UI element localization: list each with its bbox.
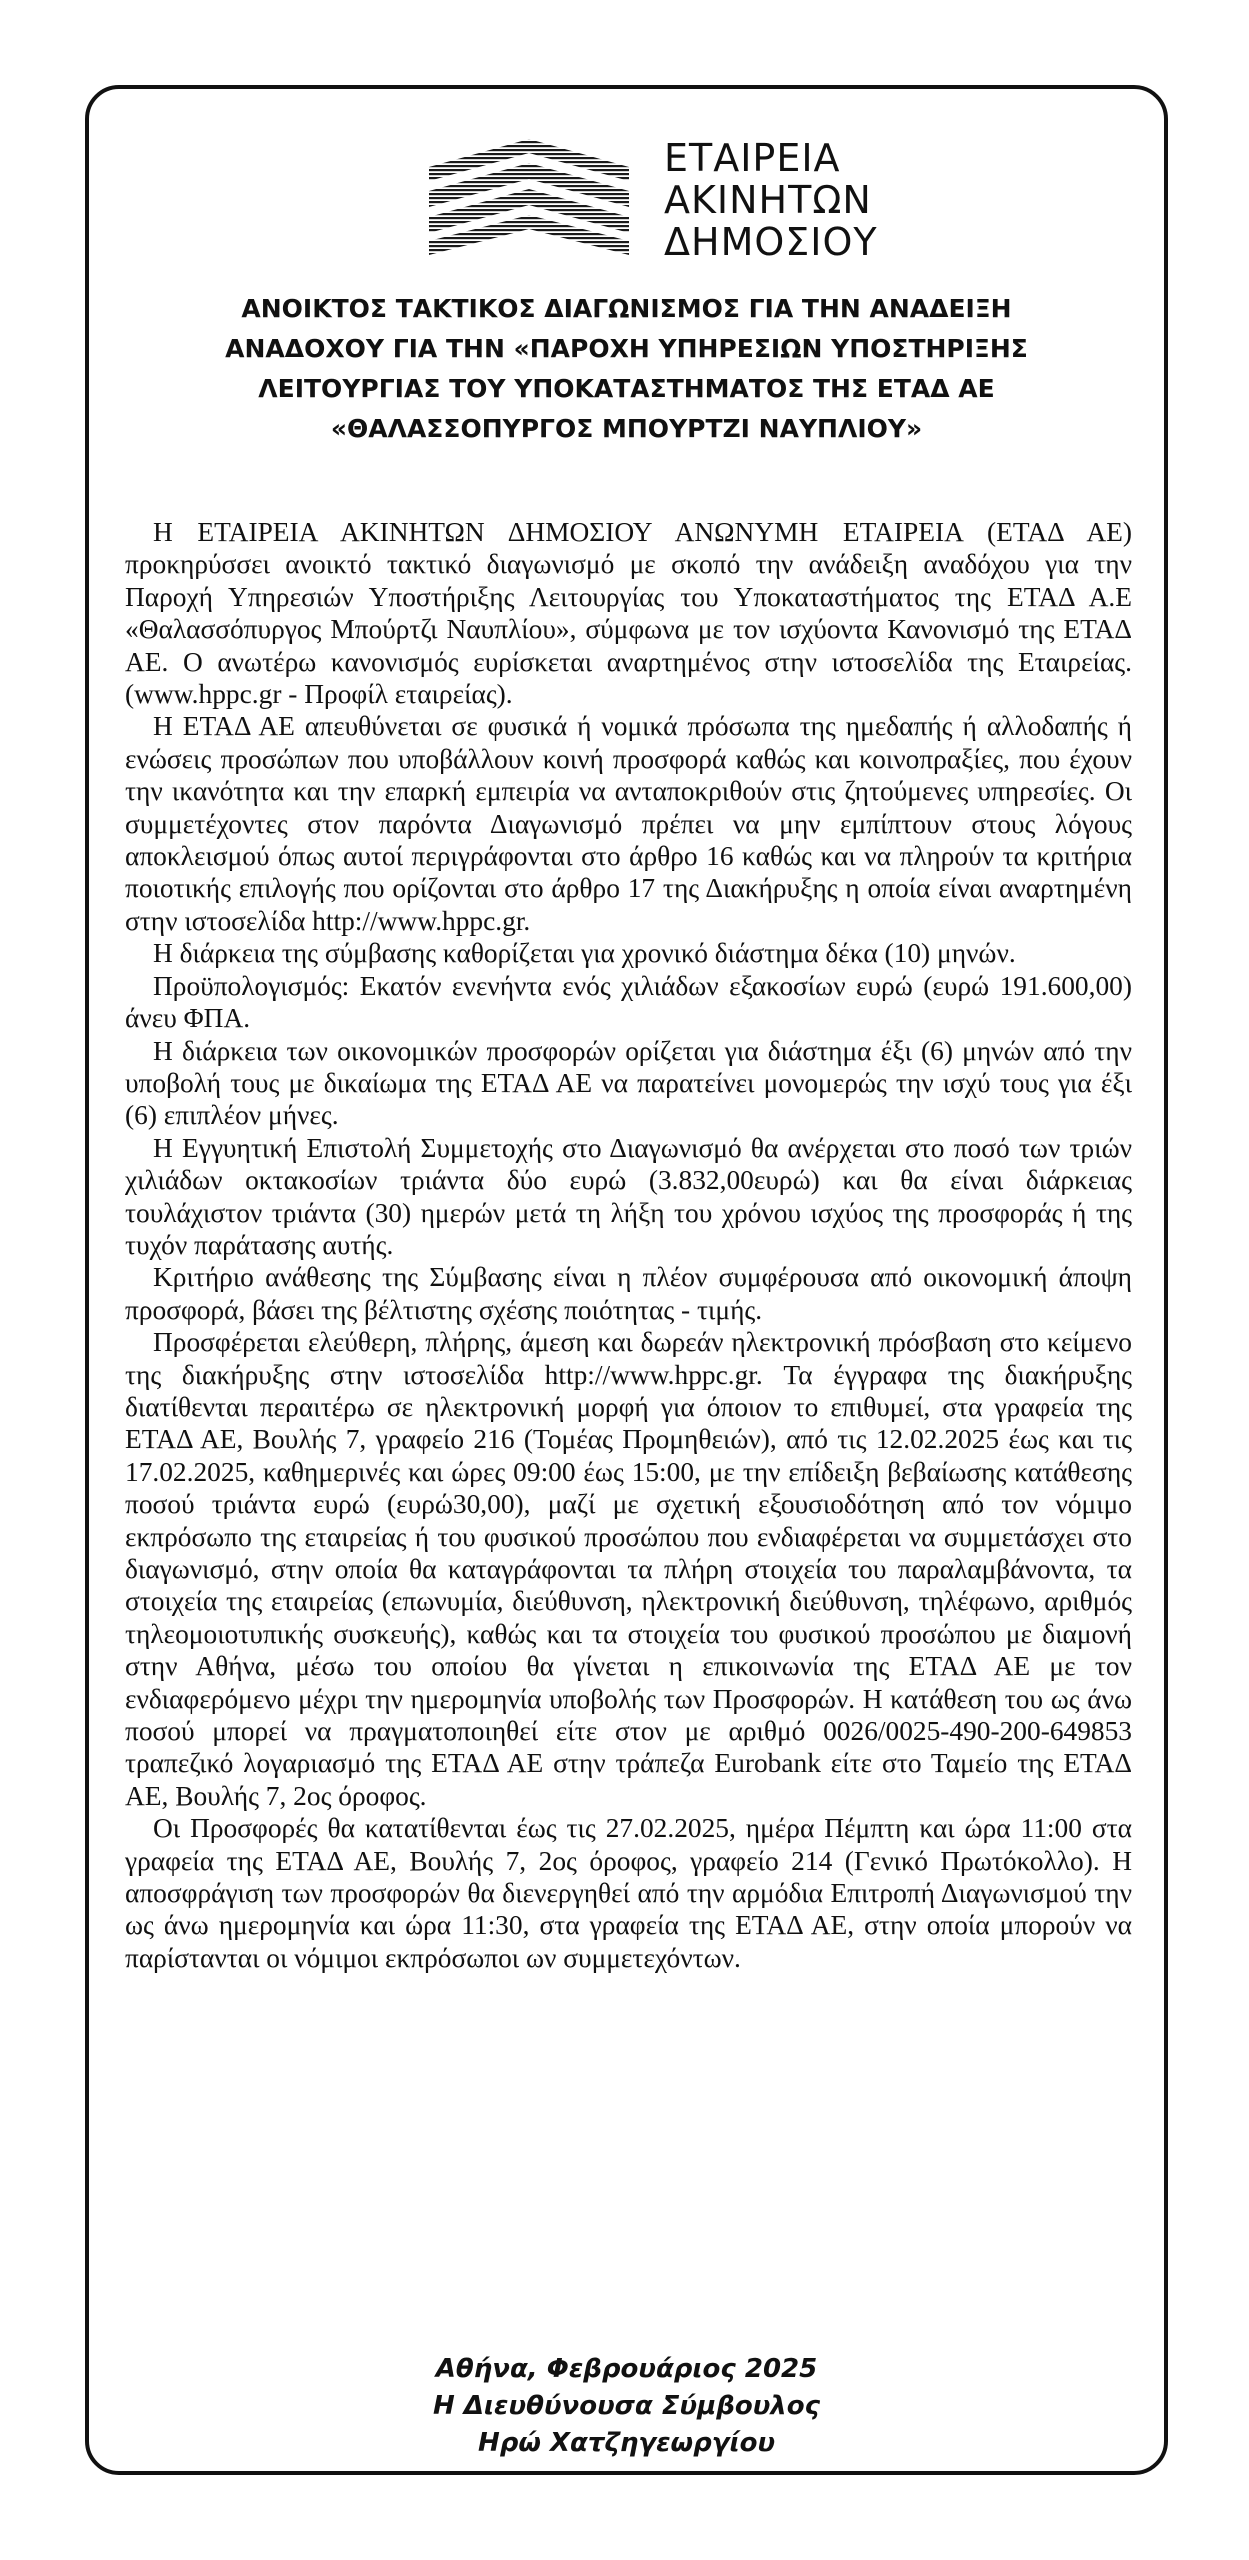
signature-role: Η Διευθύνουσα Σύμβουλος — [432, 2391, 821, 2421]
title-line: «ΘΑΛΑΣΣΟΠΥΡΓΟΣ ΜΠΟΥΡΤΖΙ ΝΑΥΠΛΙΟΥ» — [330, 414, 923, 443]
paragraph-guarantee: Η Εγγυητική Επιστολή Συμμετοχής στο Διαγωνισμό θα ανέρχεται στο ποσό των τριών χιλιάδων οκτακοσίων τριάντα δύο ευρώ (3.832,00ευρώ) και θα είναι διάρκειας τουλάχιστον τριάντα (30) ημερών μετά τη λήξη του χρόνου ισχύος της προσφοράς ή της τυχόν παράτασης αυτής. — [125, 1132, 1132, 1260]
company-logo — [89, 109, 1164, 264]
paragraph-eligibility: Η ΕΤΑΔ ΑΕ απευθύνεται σε φυσικά ή νομικά πρόσωπα της ημεδαπής ή αλλοδαπής ή ενώσεις προσώπων που υποβάλλουν κοινή προσφορά καθώς και κοινοπραξίες, που έχουν την ικανότητα και την επαρκή εμπειρία να ανταποκριθούν στις ζητούμενες υπηρεσίες. Οι συμμετέχοντες στον παρόντα Διαγωνισμό πρέπει να μην εμπίπτουν στους λόγους αποκλεισμού όπως αυτοί περιγράφονται στο άρθρο 16 καθώς και να πληρούν τα κριτήρια ποιοτικής επιλογής που ορίζονται στο άρθρο 17 της Διακήρυξης η οποία είναι αναρτημένη στην ιστοσελίδα http://www.hppc.gr. — [125, 711, 1132, 936]
paragraph-award-criterion: Κριτήριο ανάθεσης της Σύμβασης είναι η πλέον συμφέρουσα από οικονομική άποψη προσφορά, βάσει της βέλτιστης σχέσης ποιότητας - τιμής. — [125, 1262, 1132, 1325]
logo-wordmark — [664, 137, 878, 263]
title-line: ΑΝΑΔΟΧΟΥ ΓΙΑ ΤΗΝ «ΠΑΡΟΧΗ ΥΠΗΡΕΣΙΩΝ ΥΠΟΣΤΗΡΙΞΗΣ — [225, 334, 1028, 363]
paragraph-intro: Η ΕΤΑΙΡΕΙΑ ΑΚΙΝΗΤΩΝ ΔΗΜΟΣΙΟΥ ΑΝΩΝΥΜΗ ΕΤΑΙΡΕΙΑ (ΕΤΑΔ ΑΕ) προκηρύσσει ανοικτό τακτικό διαγωνισμό με σκοπό την ανάδειξη αναδόχου για την Παροχή Υπηρεσιών Υποστήριξης Λειτουργίας του Υποκαταστήματος της ΕΤΑΔ Α.Ε «Θαλασσόπυργος Μπούρτζι Ναυπλίου», σύμφωνα με τον ισχύοντα Κανονισμό της ΕΤΑΔ ΑΕ. Ο ανωτέρω κανονισμός ευρίσκεται αναρτημένος στην ιστοσελίδα της Εταιρείας. (www.hppc.gr - Προφίλ εταιρείας). — [125, 517, 1132, 710]
logo-line-3: ΔΗΜΟΣΙΟΥ — [664, 220, 878, 264]
logo-line-2: ΑΚΙΝΗΤΩΝ — [664, 178, 872, 222]
signature-name: Ηρώ Χατζηγεωργίου — [477, 2428, 776, 2458]
announcement-body — [125, 516, 1132, 1974]
title-line: ΑΝΟΙΚΤΟΣ ΤΑΚΤΙΚΟΣ ΔΙΑΓΩΝΙΣΜΟΣ ΓΙΑ ΤΗΝ ΑΝΑΔΕΙΞΗ — [241, 294, 1012, 323]
announcement-title — [109, 289, 1144, 449]
paragraph-offer-validity: Η διάρκεια των οικονομικών προσφορών ορίζεται για διάστημα έξι (6) μηνών από την υποβολή τους με δικαίωμα της ΕΤΑΔ ΑΕ να παρατείνει μονομερώς την ισχύ τους για έξι (6) επιπλέον μήνες. — [125, 1035, 1132, 1131]
signature-block — [89, 2351, 1164, 2462]
paragraph-duration: Η διάρκεια της σύμβασης καθορίζεται για χρονικό διάστημα δέκα (10) μηνών. — [153, 938, 1016, 969]
announcement-frame — [85, 85, 1168, 2475]
signature-place-date: Αθήνα, Φεβρουάριος 2025 — [435, 2354, 818, 2384]
paragraph-documents-access: Προσφέρεται ελεύθερη, πλήρης, άμεση και δωρεάν ηλεκτρονική πρόσβαση στο κείμενο της διακήρυξης στην ιστοσελίδα http://www.hppc.gr. Τα έγγραφα της διακήρυξης διατίθενται περαιτέρω σε ηλεκτρονική μορφή για όποιον το επιθυμεί, στα γραφεία της ΕΤΑΔ ΑΕ, Βουλής 7, γραφείο 216 (Τομέας Προμηθειών), από τις 12.02.2025 έως και τις 17.02.2025, καθημερινές και ώρες 09:00 έως 15:00, με την επίδειξη βεβαίωσης κατάθεσης ποσού τριάντα ευρώ (ευρώ30,00), μαζί με σχετική εξουσιοδότηση από τον νόμιμο εκπρόσωπο της εταιρείας ή του φυσικού προσώπου που ενδιαφέρεται να συμμετάσχει στο διαγωνισμό, στην οποία θα καταγράφονται τα πλήρη στοιχεία του παραλαμβάνοντα, τα στοιχεία της εταιρείας (επωνυμία, διεύθυνση, ηλεκτρονική διεύθυνση, τηλέφωνο, αριθμός τηλεομοιοτυπικής συσκευής), καθώς και τα στοιχεία του φυσικού προσώπου με διαμονή στην Αθήνα, μέσω του οποίου θα γίνεται η επικοινωνία της ΕΤΑΔ ΑΕ με τον ενδιαφερόμενο μέχρι την ημερομηνία υποβολής των Προσφορών. Η κατάθεση του ως άνω ποσού μπορεί να πραγματοποιηθεί είτε στον με αριθμό 0026/0025-490-200-649853 τραπεζικό λογαριασμό της ΕΤΑΔ ΑΕ στην τράπεζα Eurobank είτε στο Ταμείο της ΕΤΑΔ ΑΕ, Βουλής 7, 2ος όροφος. — [125, 1327, 1132, 1811]
paragraph-submission: Οι Προσφορές θα κατατίθενται έως τις 27.02.2025, ημέρα Πέμπτη και ώρα 11:00 στα γραφεία της ΕΤΑΔ ΑΕ, Βουλής 7, 2ος όροφος, γραφείο 214 (Γενικό Πρωτόκολλο). Η αποσφράγιση των προσφορών θα διενεργηθεί από την αρμόδια Επιτροπή Διαγωνισμού την ως άνω ημερομηνία και ώρα 11:30, στα γραφεία της ΕΤΑΔ ΑΕ, στην οποία μπορούν να παρίστανται οι νόμιμοι εκπρόσωποι ων συμμετεχόντων. — [125, 1813, 1132, 1973]
logo-line-1: ΕΤΑΙΡΕΙΑ — [664, 136, 841, 180]
title-line: ΛΕΙΤΟΥΡΓΙΑΣ ΤΟΥ ΥΠΟΚΑΤΑΣΤΗΜΑΤΟΣ ΤΗΣ ΕΤΑΔ ΑΕ — [258, 374, 995, 403]
paragraph-budget: Προϋπολογισμός: Εκατόν ενενήντα ενός χιλιάδων εξακοσίων ευρώ (ευρώ 191.600,00) άνευ ΦΠΑ. — [125, 970, 1132, 1034]
logo-stripes-icon — [409, 129, 649, 259]
